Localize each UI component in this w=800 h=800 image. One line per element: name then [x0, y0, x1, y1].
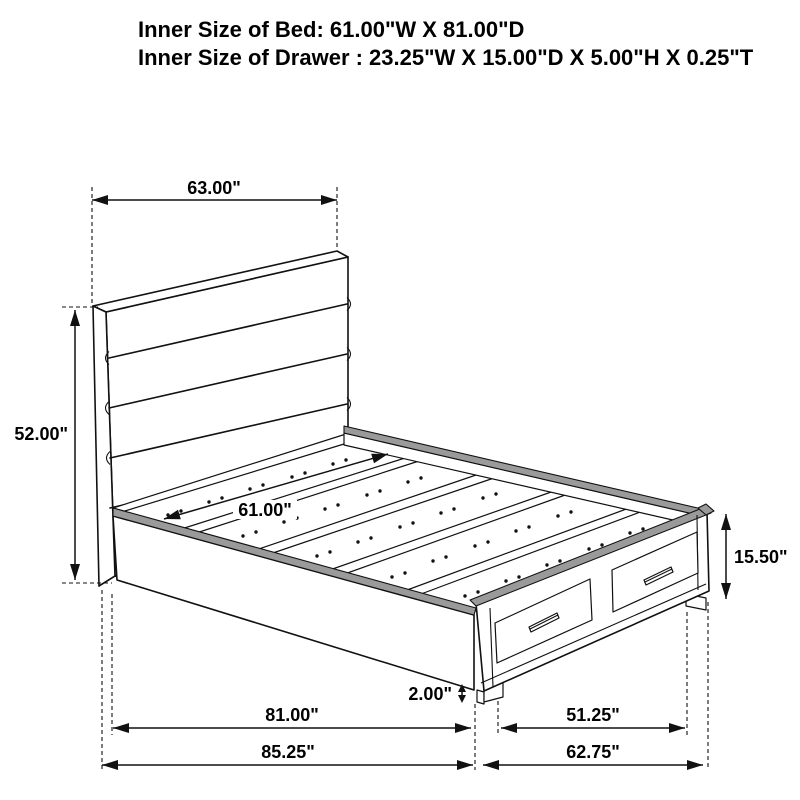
dim-label-ground-clearance: 2.00" [408, 684, 452, 704]
dim-label-footboard-height: 15.50" [734, 547, 788, 567]
dim-footboard-width [483, 742, 703, 770]
dim-label-drawer-clear-span: 51.25" [566, 705, 620, 725]
dim-label-inner-depth: 81.00" [265, 705, 319, 725]
dim-label-overall-depth: 85.25" [261, 742, 315, 762]
inner-bed-size-note: Inner Size of Bed: 61.00"W X 81.00"D [138, 17, 525, 42]
dim-drawer-clear-span [501, 705, 685, 733]
dim-headboard-height [14, 310, 80, 580]
dim-label-headboard-width: 63.00" [187, 178, 241, 198]
dim-label-footboard-width: 62.75" [566, 742, 620, 762]
inner-drawer-size-note: Inner Size of Drawer : 23.25"W X 15.00"D X 5.00"H X 0.25"T [138, 45, 754, 70]
dim-inner-depth [113, 705, 471, 733]
dim-ground-clearance [408, 684, 466, 704]
header-notes [138, 17, 754, 70]
dim-headboard-width [92, 178, 337, 205]
dim-footboard-height [721, 514, 788, 599]
dim-label-inner-width: 61.00" [238, 500, 292, 520]
dim-label-headboard-height: 52.00" [14, 424, 68, 444]
dim-overall-depth [102, 742, 473, 770]
footboard-left-leg [477, 690, 484, 704]
